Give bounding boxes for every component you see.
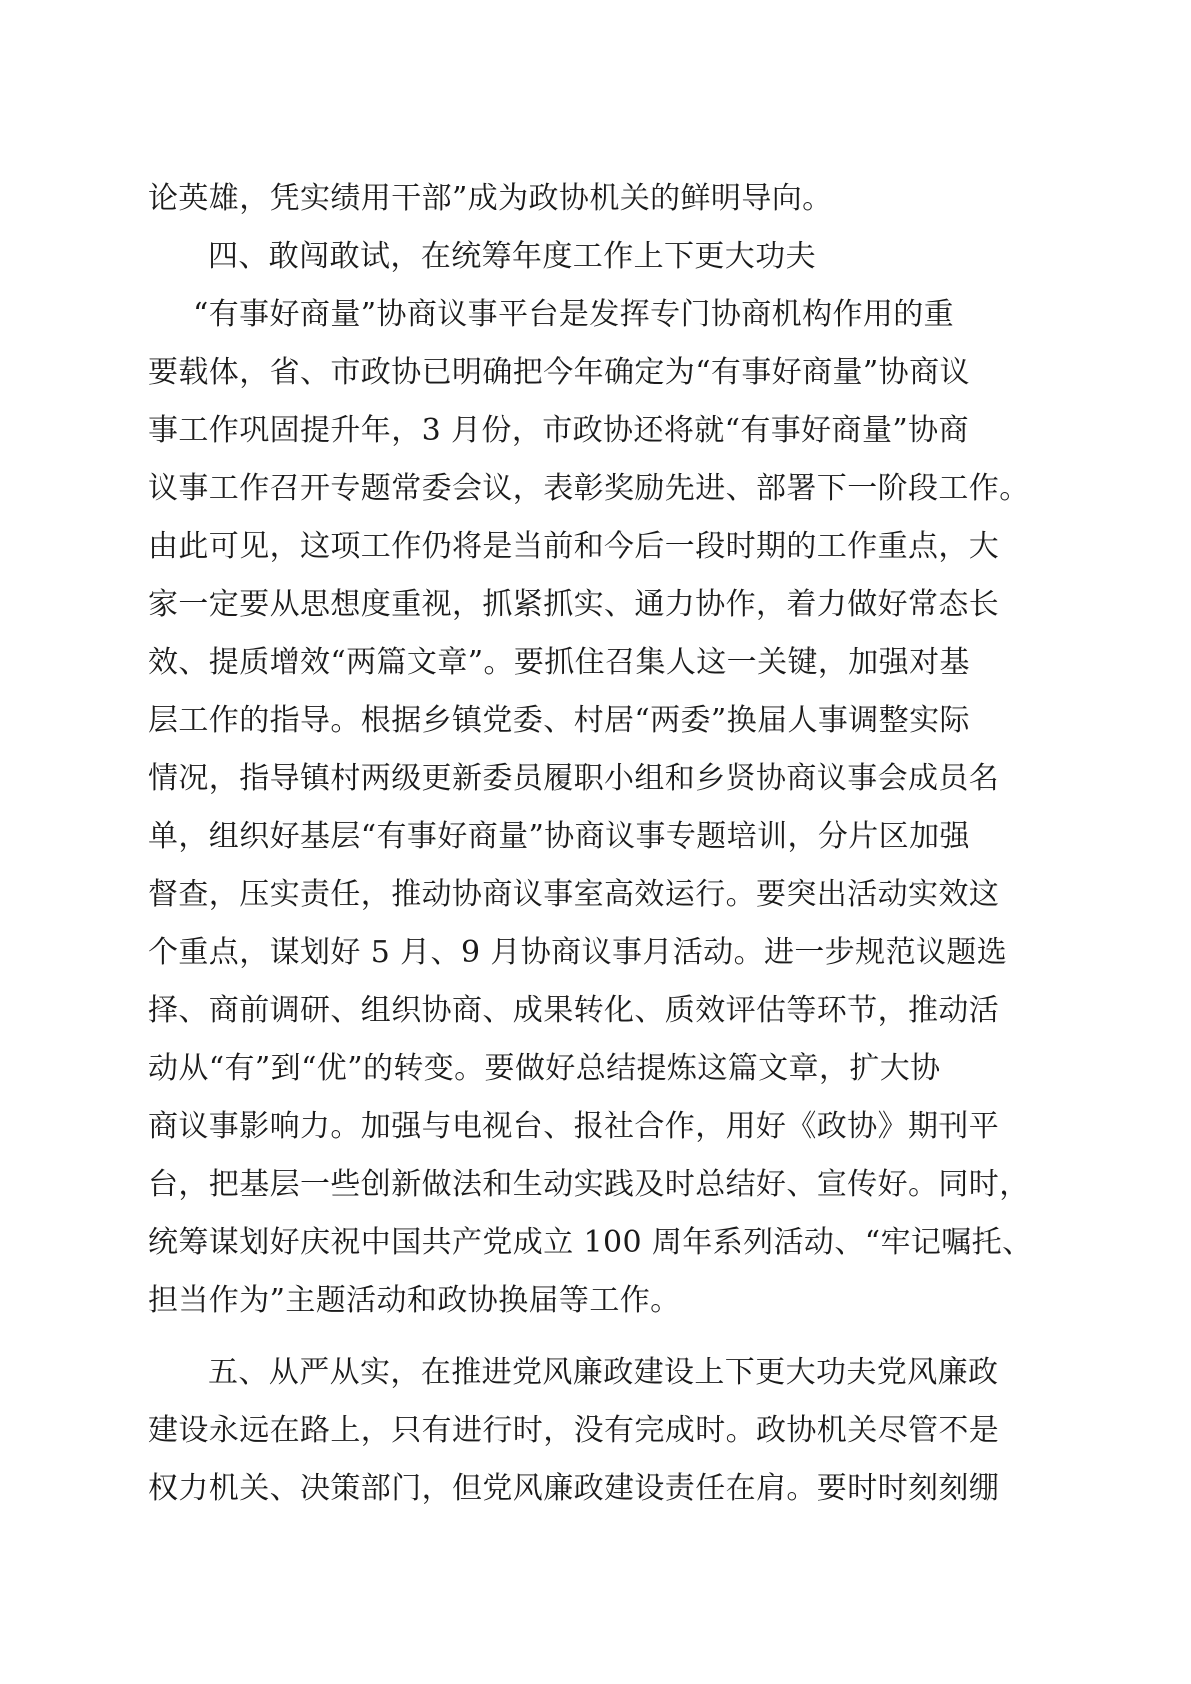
paragraph-line: 台，把基层一些创新做法和生动实践及时总结好、宣传好。同时， <box>148 1167 1030 1202</box>
paragraph-line: 建设永远在路上，只有进行时，没有完成时。政协机关尽管不是 <box>148 1413 1000 1448</box>
paragraph-line: 择、商前调研、组织协商、成果转化、质效评估等环节，推动活 <box>148 993 1000 1028</box>
paragraph-line: 权力机关、决策部门，但党风廉政建设责任在肩。要时时刻刻绷 <box>148 1471 1000 1506</box>
body-text <box>148 170 1048 1518</box>
paragraph-line: 情况，指导镇村两级更新委员履职小组和乡贤协商议事会成员名 <box>148 761 1000 796</box>
paragraph-line: 单，组织好基层“有事好商量”协商议事专题培训，分片区加强 <box>148 819 970 854</box>
paragraph-line: 动从“有”到“优”的转变。要做好总结提炼这篇文章，扩大协 <box>148 1051 941 1086</box>
paragraph-line: 家一定要从思想度重视，抓紧抓实、通力协作，着力做好常态长 <box>148 587 1000 622</box>
paragraph-line: 由此可见，这项工作仍将是当前和今后一段时期的工作重点，大 <box>148 529 1000 564</box>
paragraph-line: 个重点，谋划好 5 月、9 月协商议事月活动。进一步规范议题选 <box>148 935 1008 970</box>
paragraph-line: 议事工作召开专题常委会议，表彰奖励先进、部署下一阶段工作。 <box>148 471 1030 506</box>
paragraph-line: 担当作为”主题活动和政协换届等工作。 <box>148 1283 681 1318</box>
paragraph-line: 论英雄，凭实绩用干部”成为政协机关的鲜明导向。 <box>148 181 833 216</box>
section-heading-5: 五、从严从实，在推进党风廉政建设上下更大功夫党风廉政 <box>208 1355 999 1390</box>
paragraph-line: 要载体，省、市政协已明确把今年确定为“有事好商量”协商议 <box>148 355 970 390</box>
paragraph-line: 效、提质增效“两篇文章”。要抓住召集人这一关键，加强对基 <box>148 645 970 680</box>
paragraph-line: 事工作巩固提升年，3 月份，市政协还将就“有事好商量”协商 <box>148 413 969 448</box>
paragraph-line: 督查，压实责任，推动协商议事室高效运行。要突出活动实效这 <box>148 877 1000 912</box>
section-heading-4: 四、敢闯敢试，在统筹年度工作上下更大功夫 <box>208 239 816 274</box>
paragraph-line: 统筹谋划好庆祝中国共产党成立 100 周年系列活动、“牢记嘱托、 <box>148 1225 1033 1260</box>
paragraph-line: 商议事影响力。加强与电视台、报社合作，用好《政协》期刊平 <box>148 1109 1000 1144</box>
paragraph-line: “有事好商量”协商议事平台是发挥专门协商机构作用的重 <box>193 297 955 332</box>
paragraph-line: 层工作的指导。根据乡镇党委、村居“两委”换届人事调整实际 <box>148 703 970 738</box>
paragraph-gap <box>148 1330 1048 1344</box>
